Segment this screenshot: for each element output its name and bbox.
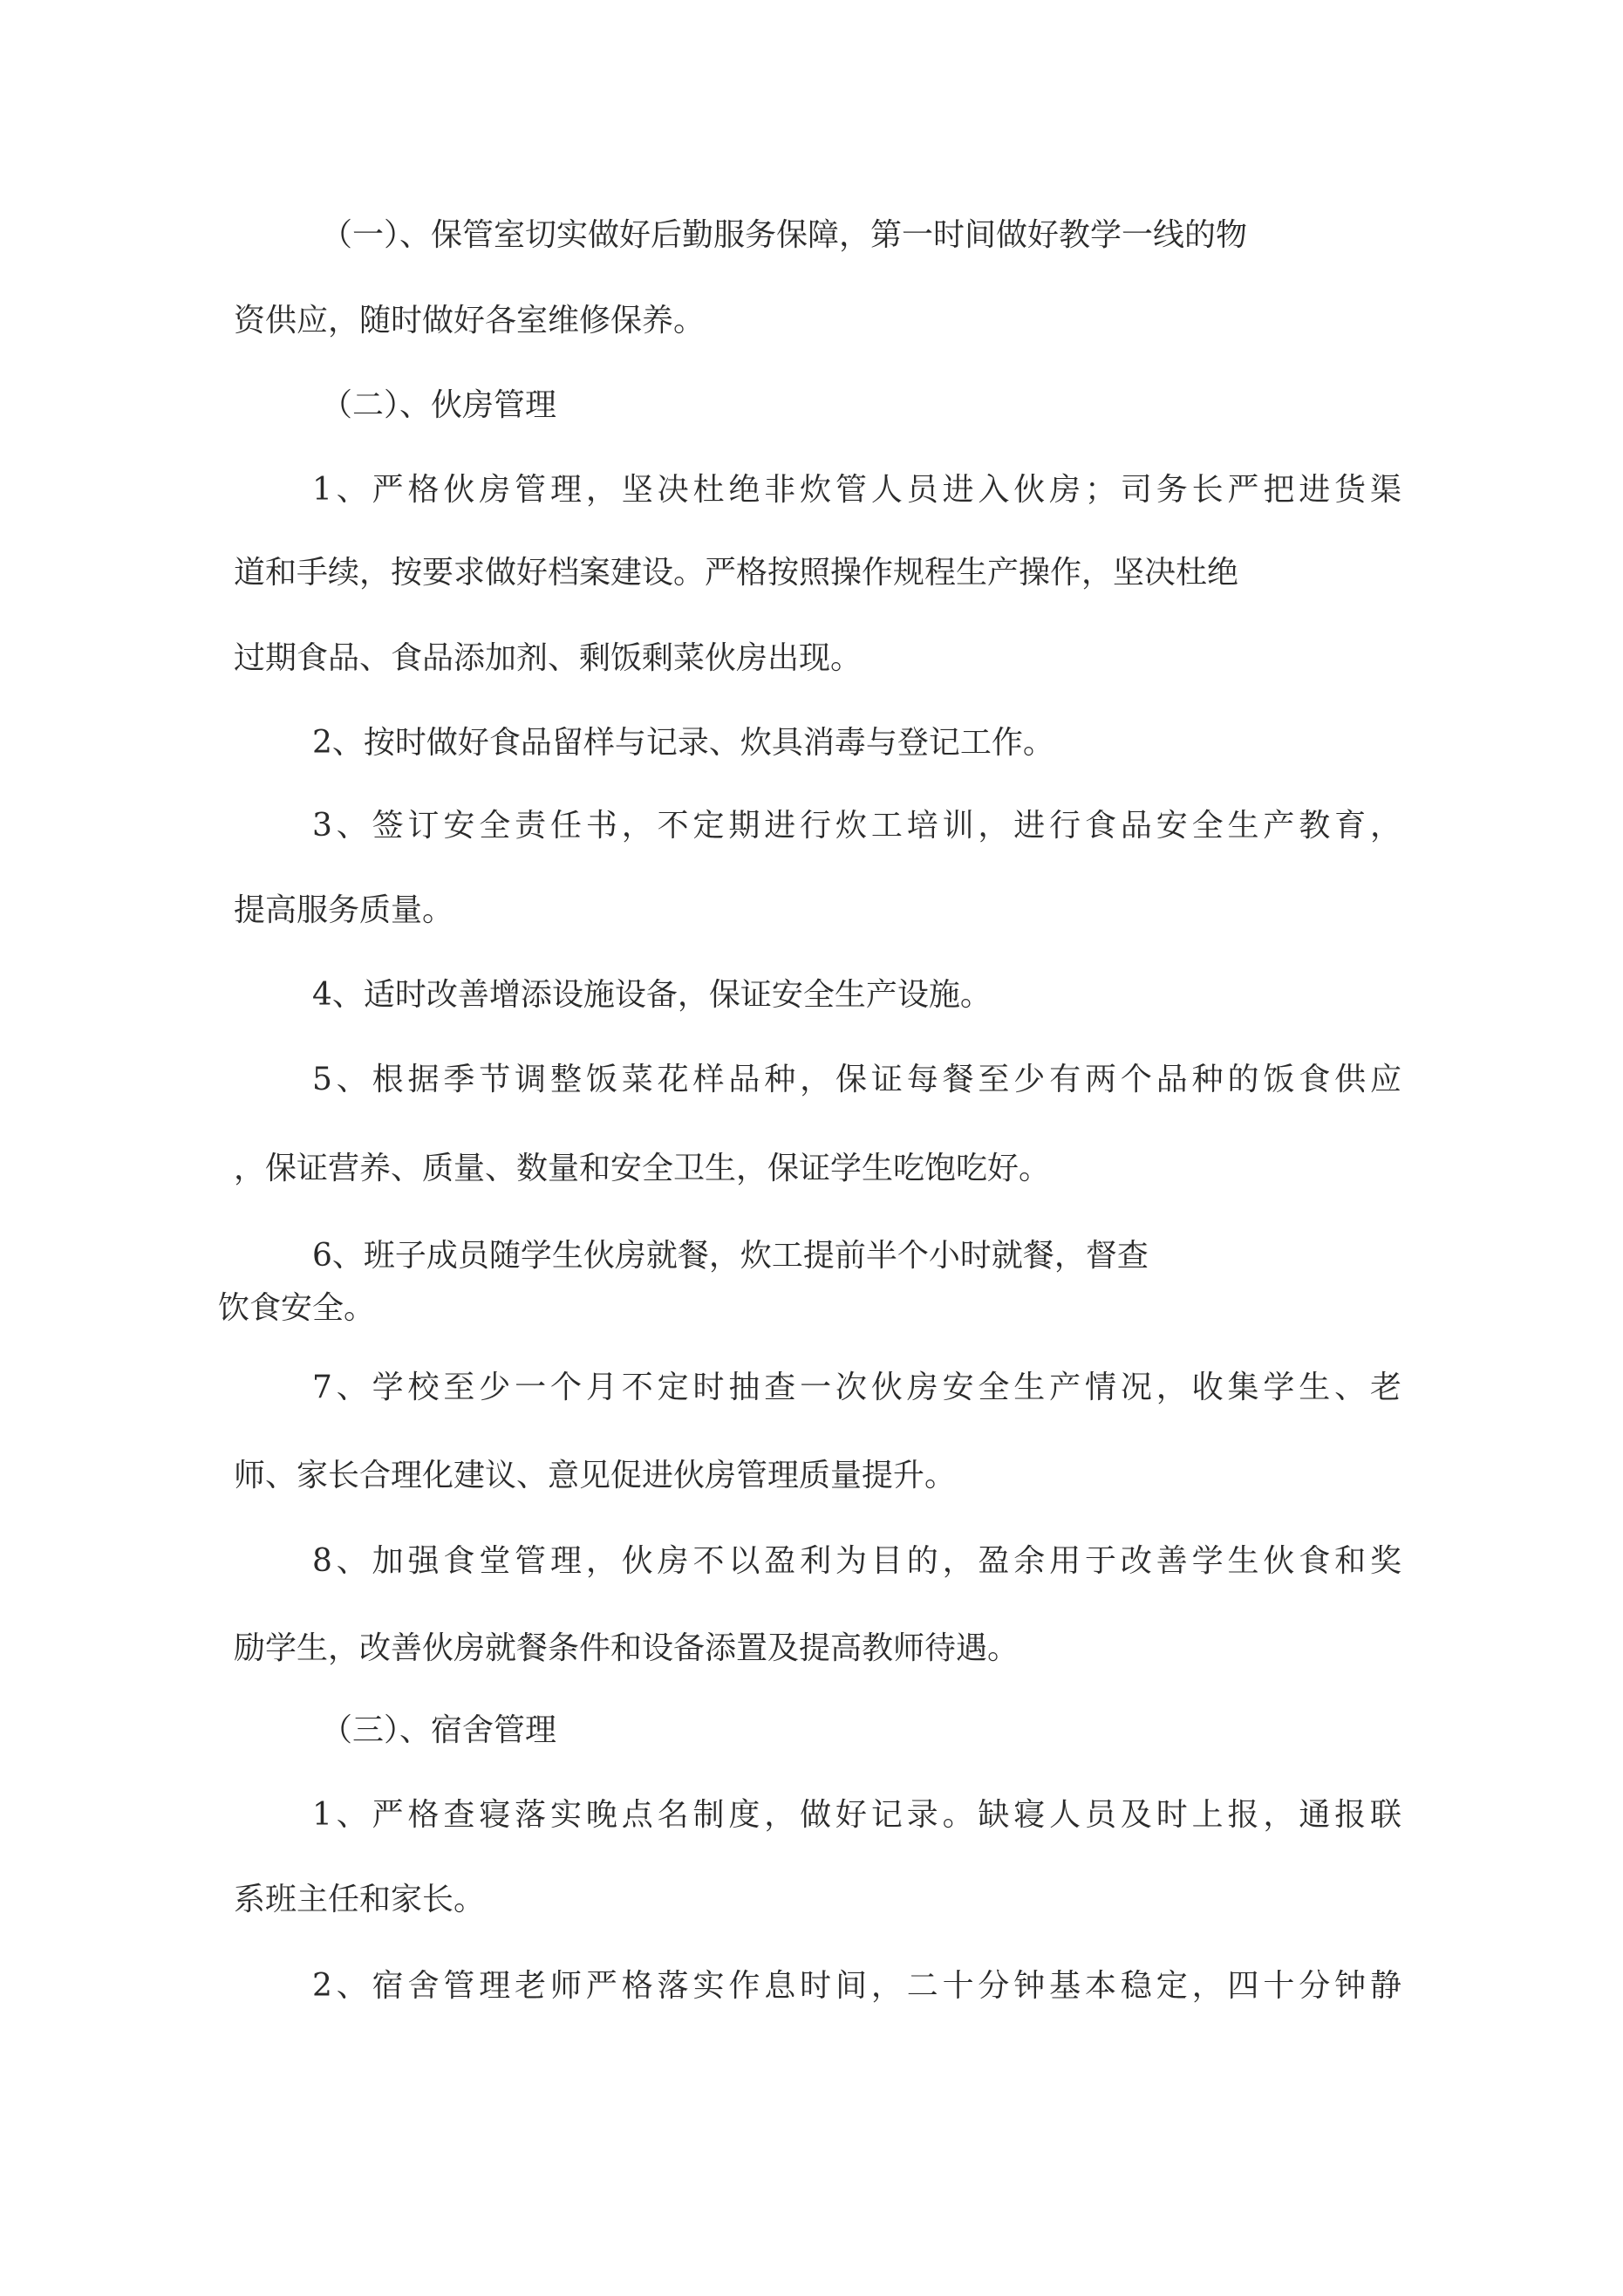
line-text: 饮食安全。 [218,1290,376,1326]
line-text: 7、学校至少一个月不定时抽查一次伙房安全生产情况，收集学生、老 [312,1370,1406,1405]
line-text: （二）、伙房管理 [321,387,557,423]
paragraph-line [0,455,1623,525]
line-text: 提高服务质量。 [234,892,454,928]
line-text: 2、宿舍管理老师严格落实作息时间，二十分钟基本稳定，四十分钟静 [312,1968,1406,2004]
paragraph-line [0,791,1623,861]
paragraph-line [0,1353,1623,1423]
line-text: 资供应，随时做好各室维修保养。 [234,303,706,338]
line-text: 师、家长合理化建议、意见促进伙房管理质量提升。 [234,1458,957,1493]
paragraph-line [0,286,1623,356]
line-text: 2、按时做好食品留样与记录、炊具消毒与登记工作。 [312,725,1054,761]
line-text: （一）、保管室切实做好后勤服务保障，第一时间做好教学一线的物 [321,217,1248,253]
paragraph-line [0,708,1623,778]
paragraph-line [0,1134,1623,1204]
paragraph-line [0,1780,1623,1850]
paragraph-line [0,538,1623,608]
line-text: 1、严格伙房管理，坚决杜绝非炊管人员进入伙房；司务长严把进货渠 [312,472,1406,508]
paragraph-line [0,201,1623,270]
paragraph-line [0,624,1623,694]
paragraph-line [0,1441,1623,1511]
paragraph-line [0,1274,1623,1343]
paragraph-line [0,1614,1623,1684]
section-heading [0,371,1623,441]
line-text: 6、班子成员随学生伙房就餐，炊工提前半个小时就餐，督查 [312,1238,1149,1274]
paragraph-line [0,960,1623,1030]
line-text: 3、签订安全责任书，不定期进行炊工培训，进行食品安全生产教育， [312,808,1406,844]
paragraph-line [0,1865,1623,1935]
paragraph-line [0,876,1623,946]
line-text: 5、根据季节调整饭菜花样品种，保证每餐至少有两个品种的饭食供应 [312,1062,1406,1097]
line-text: 8、加强食堂管理，伙房不以盈利为目的，盈余用于改善学生伙食和奖 [312,1543,1406,1579]
line-text: 励学生，改善伙房就餐条件和设备添置及提高教师待遇。 [234,1630,1019,1666]
line-text: ，保证营养、质量、数量和安全卫生，保证学生吃饱吃好。 [234,1151,1051,1186]
line-text: 系班主任和家长。 [234,1882,486,1917]
paragraph-line [0,1951,1623,2021]
line-text: 4、适时改善增添设施设备，保证安全生产设施。 [312,977,992,1013]
line-text: （三）、宿舍管理 [321,1712,557,1748]
line-text: 1、严格查寝落实晚点名制度，做好记录。缺寝人员及时上报，通报联 [312,1797,1406,1833]
line-text: 过期食品、食品添加剂、剩饭剩菜伙房出现。 [234,640,863,676]
paragraph-line [0,1045,1623,1115]
section-heading [0,1696,1623,1766]
paragraph-line [0,1527,1623,1596]
line-text: 道和手续，按要求做好档案建设。严格按照操作规程生产操作，坚决杜绝 [234,555,1239,591]
